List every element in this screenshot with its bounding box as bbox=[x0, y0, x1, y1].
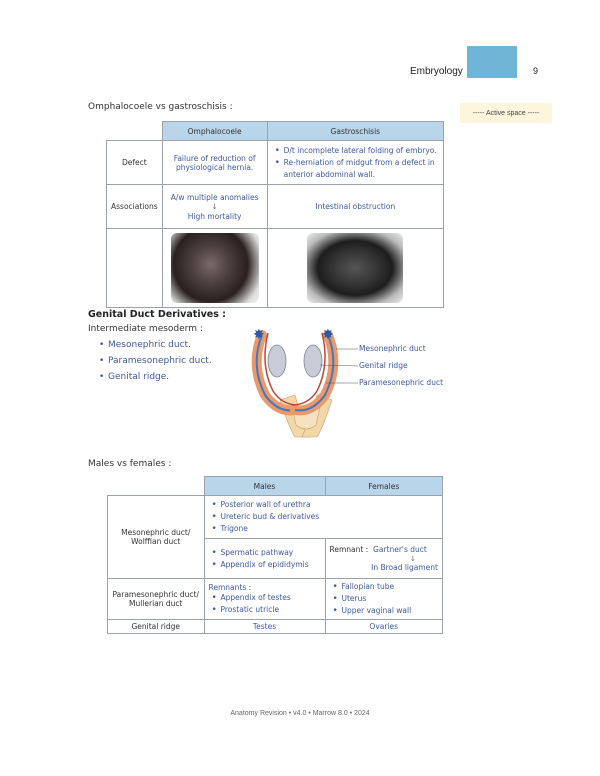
list-item: • Appendix of testes bbox=[221, 592, 321, 604]
label-genital-ridge: Genital ridge bbox=[359, 361, 408, 370]
gartner-duct: Gartner's duct bbox=[373, 545, 427, 554]
ridge-male: Testes bbox=[204, 620, 325, 634]
row-mesonephric: Mesonephric duct/ Wolffian duct bbox=[108, 496, 205, 579]
footer: Anatomy Revision • v4.0 • Marrow 8.0 • 2024 bbox=[230, 710, 370, 717]
broad-ligament: In Broad ligament bbox=[371, 563, 438, 572]
omph-assoc-2: High mortality bbox=[187, 211, 242, 221]
genital-list bbox=[96, 337, 212, 385]
chapter-title: Embryology bbox=[410, 66, 463, 77]
list-item: • Paramesonephric duct. bbox=[108, 353, 212, 369]
gastroschisis-photo-cell bbox=[267, 229, 443, 308]
left-fimbria-icon: ✸ bbox=[253, 327, 265, 343]
list-item: • Uterus bbox=[342, 593, 439, 605]
omphalocoele-title: Omphalocoele vs gastroschisis : bbox=[88, 102, 233, 112]
pointer-genital-ridge bbox=[320, 365, 358, 366]
list-item: • Fallopian tube bbox=[342, 581, 439, 593]
row-defect: Defect bbox=[107, 141, 163, 185]
omphalocoele-table bbox=[106, 121, 444, 308]
list-item: • Genital ridge. bbox=[108, 369, 212, 385]
remnant-label: Remnant : bbox=[329, 545, 369, 554]
list-item: • Trigone bbox=[221, 523, 439, 535]
omph-defect: Failure of reduction of physiological hernia. bbox=[162, 141, 267, 185]
left-genital-ridge bbox=[268, 345, 286, 377]
page-number: 9 bbox=[533, 66, 539, 76]
para-male bbox=[204, 579, 325, 620]
col-gastroschisis: Gastroschisis bbox=[267, 122, 443, 141]
meso-male bbox=[204, 539, 325, 579]
genital-title: Genital Duct Derivatives : bbox=[88, 309, 226, 320]
ridge-female: Ovaries bbox=[325, 620, 443, 634]
chapter-color-box bbox=[467, 46, 517, 78]
col-males: Males bbox=[204, 477, 325, 496]
list-item: • Ureteric bud & derivatives bbox=[221, 511, 439, 523]
gastro-defect bbox=[267, 141, 443, 185]
meso-common bbox=[204, 496, 443, 539]
omph-associations bbox=[162, 185, 267, 229]
col-females: Females bbox=[325, 477, 443, 496]
row-paramesonephric: Paramesonephric duct/ Mullerian duct bbox=[108, 579, 205, 620]
genital-subtitle: Intermediate mesoderm : bbox=[88, 324, 203, 334]
col-omphalocoele: Omphalocoele bbox=[162, 122, 267, 141]
omph-assoc-1: A/w multiple anomalies bbox=[170, 192, 259, 202]
list-item: • D/t incomplete lateral folding of embryo. bbox=[284, 145, 439, 157]
label-mesonephric: Mesonephric duct bbox=[359, 344, 426, 353]
omphalocoele-photo bbox=[171, 233, 259, 303]
sex-title: Males vs females : bbox=[88, 459, 172, 469]
right-genital-ridge bbox=[304, 345, 322, 377]
omphalocoele-photo-cell bbox=[162, 229, 267, 308]
list-item: • Posterior wall of urethra bbox=[221, 499, 439, 511]
meso-female bbox=[325, 539, 443, 579]
row-associations: Associations bbox=[107, 185, 163, 229]
down-arrow-icon: ↓ bbox=[409, 554, 416, 563]
active-space-note: ----- Active space ----- bbox=[460, 103, 552, 123]
list-item: • Upper vaginal wall bbox=[342, 605, 439, 617]
remnants-label: Remnants : bbox=[208, 582, 252, 592]
right-fimbria-icon: ✸ bbox=[322, 327, 334, 343]
down-arrow-icon: ↓ bbox=[211, 201, 218, 211]
list-item: • Mesonephric duct. bbox=[108, 337, 212, 353]
row-genital-ridge: Genital ridge bbox=[108, 620, 205, 634]
label-paramesonephric: Paramesonephric duct bbox=[359, 378, 444, 387]
list-item: • Appendix of epididymis bbox=[221, 559, 321, 571]
para-female bbox=[325, 579, 443, 620]
list-item: • Prostatic utricle bbox=[221, 604, 321, 616]
list-item: • Spermatic pathway bbox=[221, 547, 321, 559]
gastro-associations: Intestinal obstruction bbox=[267, 185, 443, 229]
gastroschisis-photo bbox=[307, 233, 403, 303]
males-females-table bbox=[107, 476, 443, 634]
list-item: • Re-herniation of midgut from a defect in anterior abdominal wall. bbox=[284, 157, 439, 181]
